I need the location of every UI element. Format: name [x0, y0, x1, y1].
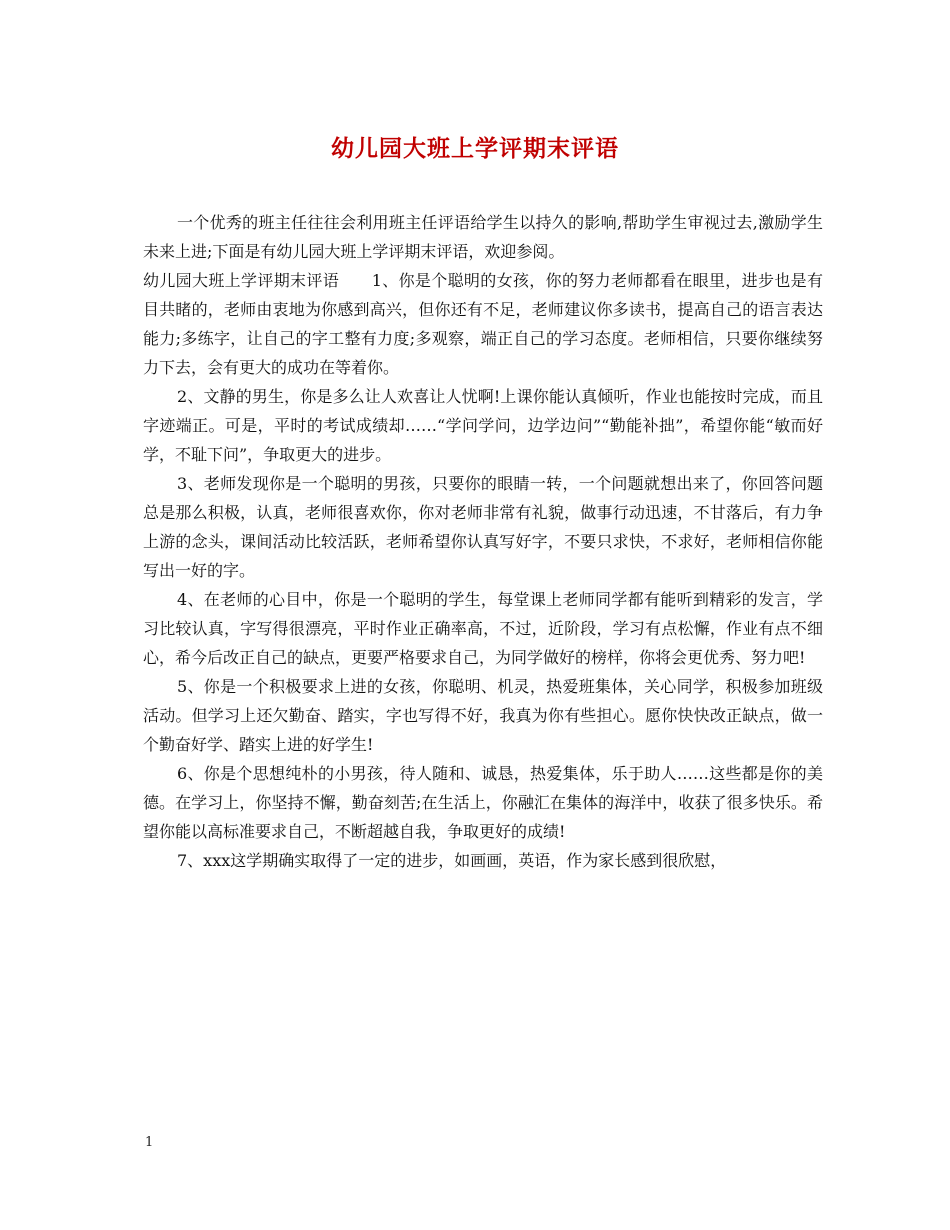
document-body — [143, 208, 823, 875]
paragraph-7: 7、xxx这学期确实取得了一定的进步，如画画，英语，作为家长感到很欣慰， — [177, 851, 727, 870]
page-number: 1 — [145, 1135, 154, 1150]
paragraph-3: 3、老师发现你是一个聪明的男孩，只要你的眼睛一转，一个问题就想出来了，你回答问题总是那么积极，认真，老师很喜欢你，你对老师非常有礼貌，做事行动迅速，不甘落后，有力争上游的念头，课间活动比较活跃，老师希望你认真写好字，不要只求快，不求好，老师相信你能写出一好的字。 — [143, 474, 823, 580]
paragraph-5: 5、你是一个积极要求上进的女孩，你聪明、机灵，热爱班集体，关心同学，积极参加班级活动。但学习上还欠勤奋、踏实，字也写得不好，我真为你有些担心。愿你快快改正缺点，做一个勤奋好学、踏实上进的好学生! — [143, 677, 823, 754]
paragraph-2: 2、文静的男生，你是多么让人欢喜让人忧啊!上课你能认真倾听，作业也能按时完成，而且字迹端正。可是，平时的考试成绩却……“学问学问，边学边问”“勤能补拙”，希望你能“敏而好学，不耻下问”，争取更大的进步。 — [143, 387, 823, 464]
paragraph-4: 4、在老师的心目中，你是一个聪明的学生，每堂课上老师同学都有能听到精彩的发言，学习比较认真，字写得很漂亮，平时作业正确率高，不过，近阶段，学习有点松懈，作业有点不细心，希今后改正自己的缺点，更要严格要求自己，为同学做好的榜样，你将会更优秀、努力吧! — [143, 590, 823, 667]
intro-paragraph: 一个优秀的班主任往往会利用班主任评语给学生以持久的影响,帮助学生审视过去,激励学生未来上进;下面是有幼儿园大班上学评期末评语，欢迎参阅。 — [143, 213, 823, 261]
paragraph-1: 幼儿园大班上学评期末评语 1、你是个聪明的女孩，你的努力老师都看在眼里，进步也是有目共睹的，老师由衷地为你感到高兴，但你还有不足，老师建议你多读书，提高自己的语言表达能力;多练字，让自己的字工整有力度;多观察，端正自己的学习态度。老师相信，只要你继续努力下去，会有更大的成功在等着你。 — [143, 271, 823, 377]
paragraph-6: 6、你是个思想纯朴的小男孩，待人随和、诚恳，热爱集体，乐于助人……这些都是你的美德。在学习上，你坚持不懈，勤奋刻苦;在生活上，你融汇在集体的海洋中，收获了很多快乐。希望你能以高标准要求自己，不断超越自我，争取更好的成绩! — [143, 764, 823, 841]
document-title: 幼儿园大班上学评期末评语 — [331, 136, 619, 162]
